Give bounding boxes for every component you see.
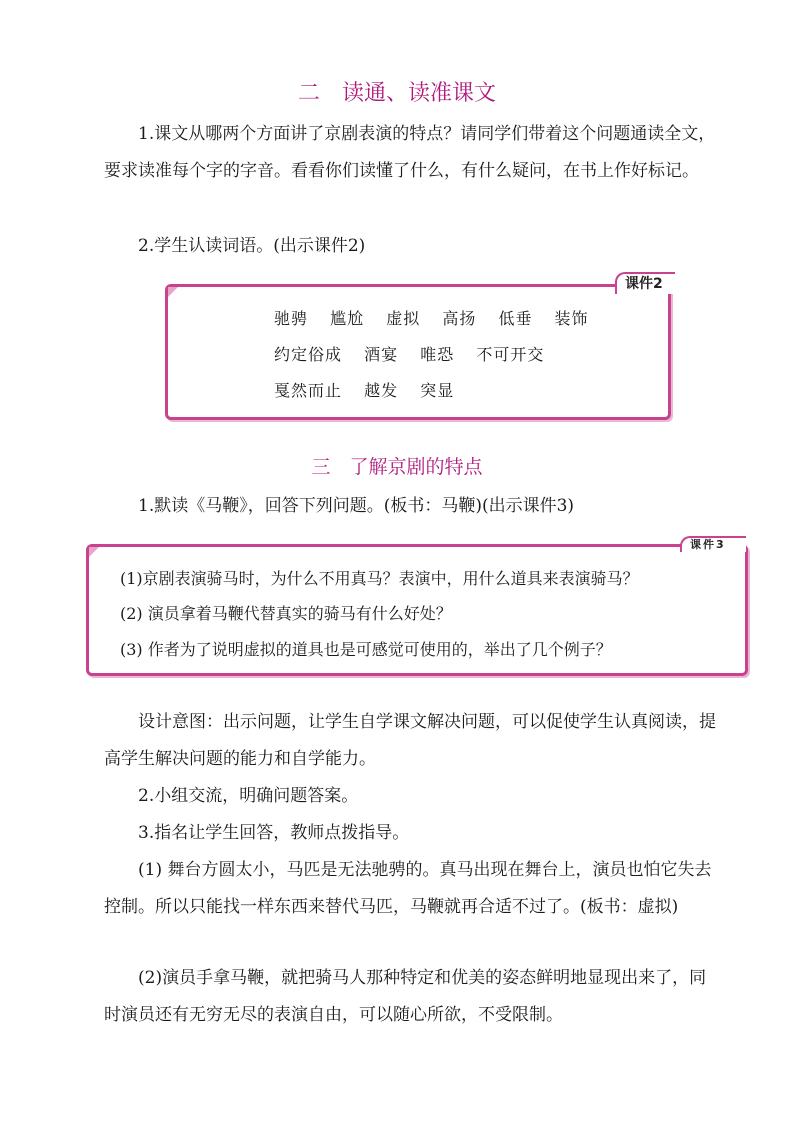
corner-triangle-icon xyxy=(89,547,99,557)
question-3: (3) 作者为了说明虚拟的道具也是可感觉可使用的，举出了几个例子？ xyxy=(120,640,612,659)
vocab-word: 唯恐 xyxy=(420,345,455,364)
courseware-tag-2: 课件2 xyxy=(615,272,675,294)
vocab-row-2 xyxy=(274,342,560,365)
answer-1: (1) 舞台方圆太小，马匹是无法驰骋的。真马出现在舞台上，演员也怕它失去控制。所以只能找一样东西来替代马匹，马鞭就再合适不过了。(板书：虚拟) xyxy=(104,860,712,917)
vocab-word: 酒宴 xyxy=(364,345,399,364)
vocab-word: 越发 xyxy=(364,381,399,400)
vocab-word: 突显 xyxy=(420,381,455,400)
section-heading-2: 二 读通、读准课文 xyxy=(297,81,496,106)
vocab-word: 尴尬 xyxy=(330,309,365,328)
paragraph-vocab-intro: 2.学生认读词语。(出示课件2) xyxy=(138,236,366,256)
vocab-word: 虚拟 xyxy=(386,309,421,328)
question-2: (2) 演员拿着马鞭代替真实的骑马有什么好处？ xyxy=(120,604,452,623)
vocab-word: 驰骋 xyxy=(274,309,309,328)
vocab-row-1 xyxy=(274,306,605,329)
section-heading-3: 三 了解京剧的特点 xyxy=(311,456,483,478)
design-intent-paragraph: 设计意图：出示问题，让学生自学课文解决问题，可以促使学生认真阅读，提高学生解决问题的能力和自学能力。 xyxy=(104,712,716,769)
paragraph-read-mabian: 1.默读《马鞭》，回答下列问题。(板书：马鞭)(出示课件3) xyxy=(138,496,575,516)
paragraph-answer-guidance: 3.指名让学生回答，教师点拨指导。 xyxy=(138,823,410,843)
question-1: (1)京剧表演骑马时，为什么不用真马？表演中，用什么道具来表演骑马？ xyxy=(120,569,639,588)
corner-triangle-icon xyxy=(168,287,178,297)
vocab-word: 高扬 xyxy=(442,309,477,328)
courseware-tag-3: 课件3 xyxy=(680,536,746,552)
vocab-word: 戛然而止 xyxy=(274,381,343,400)
vocab-word: 装饰 xyxy=(554,309,589,328)
vocab-word: 低垂 xyxy=(498,309,533,328)
paragraph-group-exchange: 2.小组交流，明确问题答案。 xyxy=(138,786,359,806)
vocab-row-3 xyxy=(274,378,470,401)
vocab-word: 不可开交 xyxy=(476,345,545,364)
vocab-word: 约定俗成 xyxy=(274,345,343,364)
answer-2: (2)演员手拿马鞭，就把骑马人那种特定和优美的姿态鲜明地显现出来了，同时演员还有无穷无尽的表演自由，可以随心所欲，不受限制。 xyxy=(104,968,707,1025)
paragraph-question-1: 1.课文从哪两个方面讲了京剧表演的特点？请同学们带着这个问题通读全文，要求读准每个字的字音。看看你们读懂了什么，有什么疑问，在书上作好标记。 xyxy=(104,124,716,181)
